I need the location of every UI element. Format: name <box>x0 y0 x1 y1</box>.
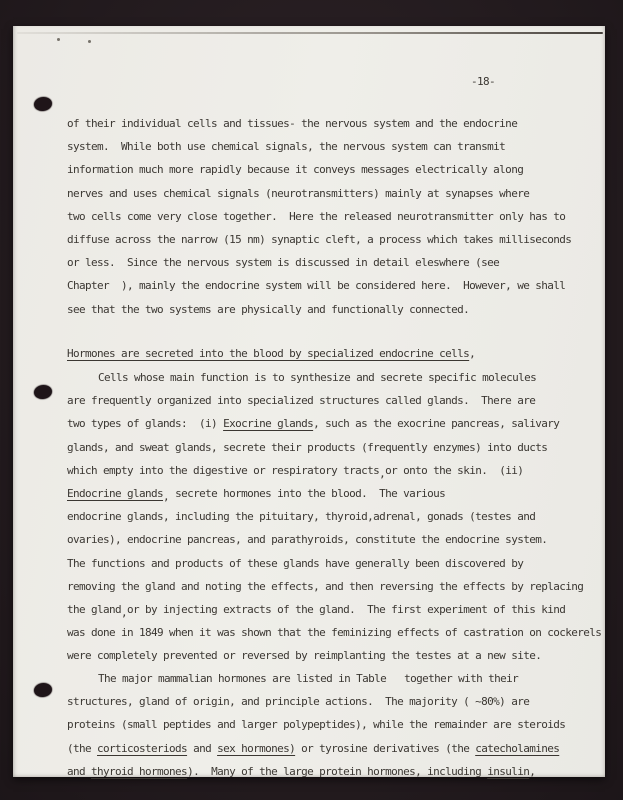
text-line: system. While both use chemical signals, the nervous system can transmit <box>67 140 506 154</box>
paper-edge-line <box>17 32 603 34</box>
paragraph-hormone-table <box>67 667 599 783</box>
text-line: two cells come very close together. Here the released neurotransmitter only has to <box>67 209 566 223</box>
text-line: Cells whose main function is to synthesize and secrete specific molecules <box>98 371 537 384</box>
text-line: Endocrine glands, secrete hormones into the blood. The various <box>67 486 446 504</box>
text-line: glands, and sweat glands, secrete their products (frequently enzymes) into ducts <box>67 440 548 454</box>
text-line: nerves and uses chemical signals (neurotransmitters) mainly at synapses where <box>67 186 530 200</box>
text-line: or less. Since the nervous system is discussed in detail eleswhere (see <box>67 256 500 270</box>
text-line: and thyroid hormones). Many of the large protein hormones, including insulin, <box>67 764 536 778</box>
text-line: Hormones are secreted into the blood by specialized endocrine cells, <box>67 347 476 360</box>
text-line: see that the two systems are physically and functionally connected. <box>67 302 470 316</box>
text-line: Chapter ), mainly the endocrine system will be considered here. However, we shall <box>67 279 566 293</box>
document-page <box>13 26 605 777</box>
page-number: -18- <box>471 75 496 88</box>
hole-punch-icon <box>33 682 53 698</box>
text-line: which empty into the digestive or respiratory tracts,or onto the skin. (ii) <box>67 463 524 481</box>
text-line: The major mammalian hormones are listed in Table together with their <box>98 672 519 685</box>
text-line: were completely prevented or reversed by reimplanting the testes at a new site. <box>67 649 542 663</box>
text-line: information much more rapidly because it conveys messages electrically along <box>67 163 524 177</box>
text-line: of their individual cells and tissues- the nervous system and the endocrine <box>67 117 518 130</box>
text-line: removing the gland and noting the effects, and then reversing the effects by replacing <box>67 579 584 593</box>
text-line: endocrine glands, including the pituitary, thyroid,adrenal, gonads (testes and <box>67 510 536 524</box>
paragraph-intro <box>67 112 599 321</box>
text-line: are frequently organized into specialized structures called glands. There are <box>67 394 536 408</box>
section-heading <box>67 342 599 365</box>
paragraph-glands <box>67 366 602 667</box>
text-line: was done in 1849 when it was shown that the feminizing effects of castration on cockerels <box>67 626 602 640</box>
text-line: proteins (small peptides and larger polypeptides), while the remainder are steroids <box>67 718 566 732</box>
text-line: ovaries), endocrine pancreas, and parathyroids, constitute the endocrine system. <box>67 533 548 547</box>
ink-speck <box>57 38 60 41</box>
text-line: diffuse across the narrow (15 nm) synaptic cleft, a process which takes milliseconds <box>67 232 572 246</box>
text-line: two types of glands: (i) Exocrine glands, such as the exocrine pancreas, salivary <box>67 417 560 431</box>
hole-punch-icon <box>33 384 53 400</box>
hole-punch-icon <box>33 96 53 112</box>
text-line: the gland,or by injecting extracts of the gland. The first experiment of this kind <box>67 602 566 620</box>
ink-speck <box>88 40 91 43</box>
text-line: The functions and products of these glands have generally been discovered by <box>67 556 524 570</box>
text-line: (the corticosteriods and sex hormones) or tyrosine derivatives (the catecholamines <box>67 741 560 755</box>
text-line: structures, gland of origin, and principle actions. The majority ( ~80%) are <box>67 695 530 709</box>
